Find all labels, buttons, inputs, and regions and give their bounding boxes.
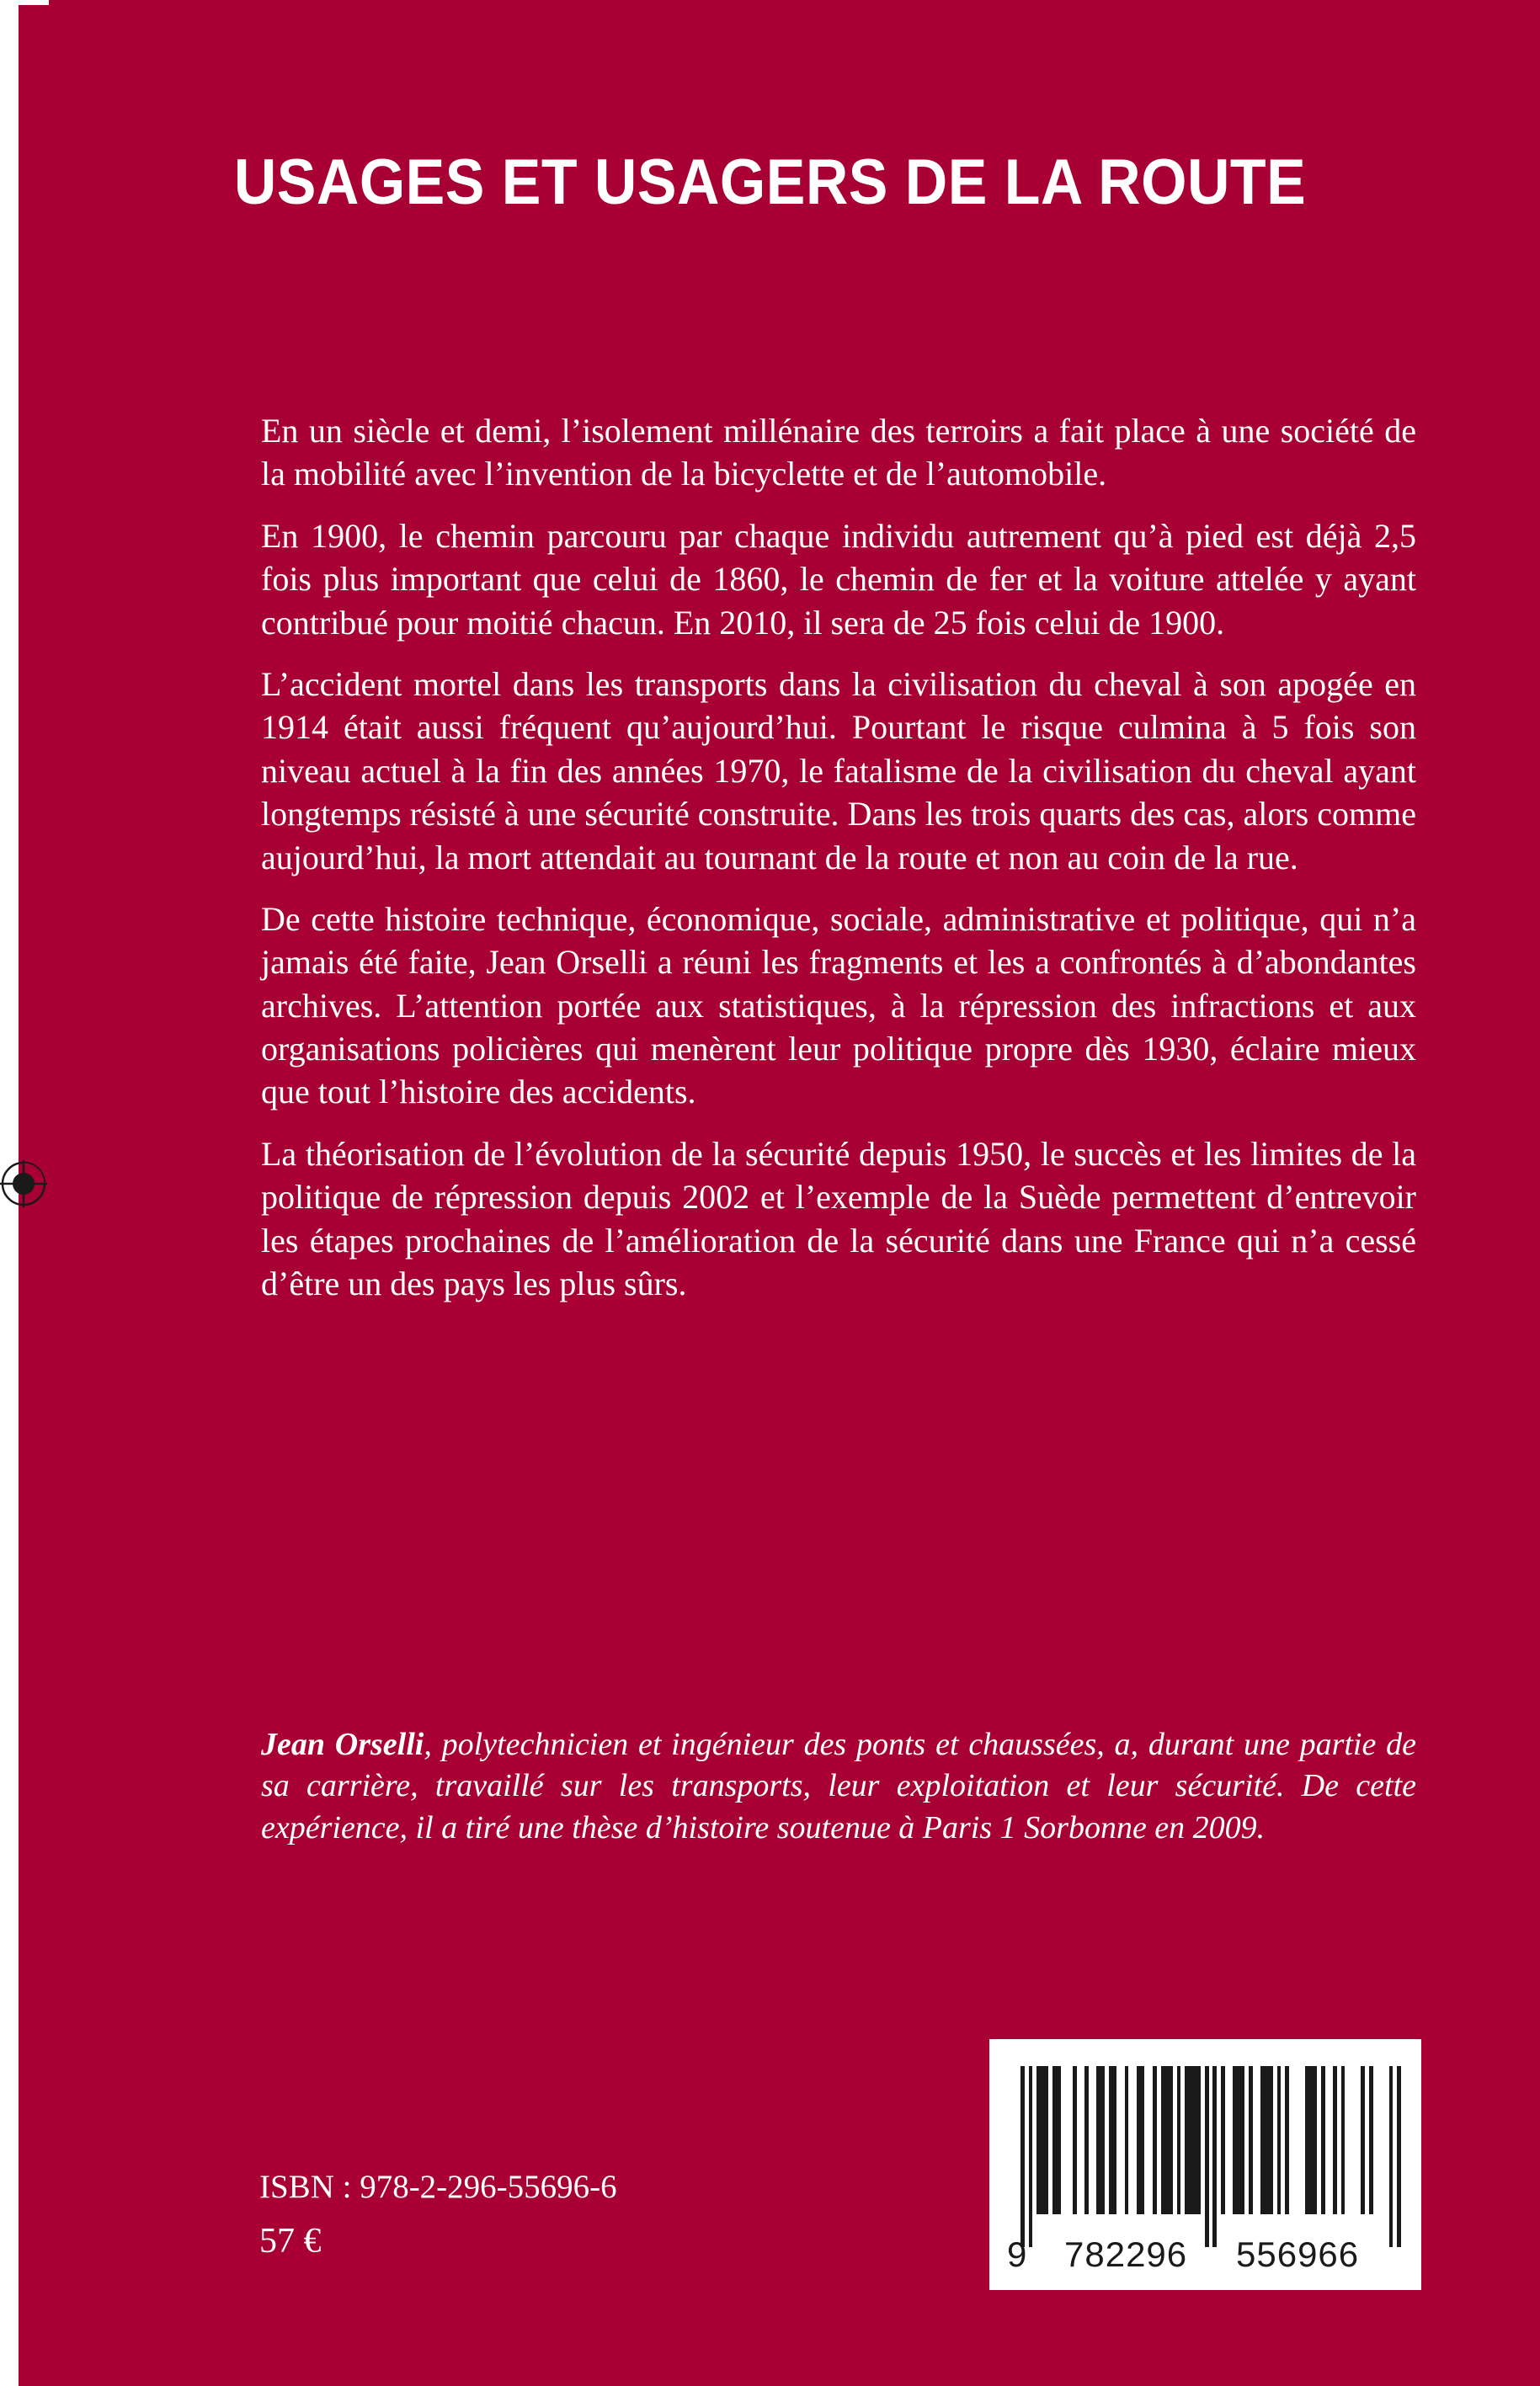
barcode-digits	[1007, 2234, 1401, 2274]
barcode-lead-digit: 9	[1007, 2234, 1028, 2274]
blurb-text	[261, 409, 1416, 1305]
barcode-bar	[1212, 2066, 1217, 2247]
author-biography	[261, 1724, 1416, 1849]
isbn-text: ISBN : 978-2-296-55696-6	[259, 2169, 617, 2205]
barcode-bar	[1260, 2066, 1272, 2214]
barcode-bar	[1333, 2066, 1337, 2214]
page-title: USAGES ET USAGERS DE LA ROUTE	[233, 146, 1307, 218]
barcode-bar	[1221, 2066, 1225, 2214]
barcode-bar	[1073, 2066, 1077, 2214]
barcode-bar	[1361, 2066, 1365, 2214]
barcode-bar	[1397, 2066, 1401, 2247]
price-text: 57 €	[259, 2222, 322, 2261]
barcode-bar	[1185, 2066, 1201, 2214]
barcode-bar	[1341, 2066, 1346, 2214]
barcode-bar	[1321, 2066, 1325, 2214]
blurb-paragraph: L’accident mortel dans les transports dans la civilisation du cheval à son apogée en 1914 était aussi fréquent qu’aujourd’hui. Pourtant le risque culmina à 5 fois son niveau actuel à la fin des années 1970, le fatalisme de la civilisation du cheval ayant longtemps résisté à une sécurité construite. Dans les trois quarts des cas, alors comme aujourd’hui, la mort attendait au tournant de la route et non au coin de la rue.	[261, 664, 1416, 876]
blurb-paragraph: La théorisation de l’évolution de la sécurité depuis 1950, le succès et les limites de la politique de répression depuis 2002 et l’exemple de la Suède permettent d’entrevoir les étapes prochaines de l’amélioration de la sécurité dans une France qui n’a cessé d’être un des pays les plus sûrs.	[261, 1134, 1416, 1303]
barcode-bar	[1020, 2066, 1025, 2247]
barcode-bar	[1177, 2066, 1181, 2214]
barcode-bar	[1153, 2066, 1157, 2214]
barcode-bar	[1096, 2066, 1105, 2214]
barcode-left-group: 782296	[1064, 2234, 1188, 2274]
barcode-bar	[1249, 2066, 1253, 2214]
barcode-bar	[1369, 2066, 1373, 2214]
barcode-bars	[1020, 2066, 1401, 2247]
barcode-bar	[1125, 2066, 1129, 2214]
barcode-bar	[1029, 2066, 1033, 2247]
barcode-graphic	[1020, 2066, 1401, 2247]
blurb-paragraph: En un siècle et demi, l’isolement millénaire des terroirs a fait place à une société de la mobilité avec l’invention de la bicyclette et de l’automobile.	[261, 412, 1416, 493]
barcode-right-group: 556966	[1236, 2234, 1360, 2274]
barcode-bar	[1084, 2066, 1089, 2214]
author-bio-text: , polytechnicien et ingénieur des ponts et chaussées, a, durant une partie de sa carrière, travaillé sur les transports, leur exploitation et leur sécurité. De cette expérience, il a tiré une thèse d’histoire soutenue à Paris 1 Sorbonne en 2009.	[261, 1727, 1417, 1845]
barcode-bar	[1161, 2066, 1173, 2214]
barcode-bar	[1277, 2066, 1282, 2214]
barcode-bar	[1137, 2066, 1145, 2214]
barcode-bar	[1305, 2066, 1317, 2214]
author-name: Jean Orselli	[261, 1727, 424, 1762]
blurb-paragraph: De cette histoire technique, économique, sociale, administrative et politique, qui n’a jamais été faite, Jean Orselli a réuni les fragments et les a confrontés à d’abondantes archives. L’attention portée aux statistiques, à la répression des infractions et aux organisations policières qui menèrent leur politique propre dès 1930, éclaire mieux que tout l’histoire des accidents.	[261, 899, 1416, 1111]
barcode-bar	[1036, 2066, 1048, 2214]
barcode-bar	[1109, 2066, 1117, 2214]
barcode-bar	[1205, 2066, 1209, 2247]
blurb-paragraph: En 1900, le chemin parcouru par chaque individu autrement qu’à pied est déjà 2,5 fois plus important que celui de 1860, le chemin de fer et la voiture attelée y ayant contribué pour moitié chacun. En 2010, il sera de 25 fois celui de 1900.	[261, 516, 1416, 642]
barcode-bar	[1389, 2066, 1393, 2247]
barcode-bar	[1285, 2066, 1289, 2214]
barcode-panel	[989, 2039, 1421, 2290]
barcode-bar	[1052, 2066, 1061, 2214]
barcode-bar	[1233, 2066, 1244, 2214]
isbn-price-block	[259, 2170, 617, 2259]
